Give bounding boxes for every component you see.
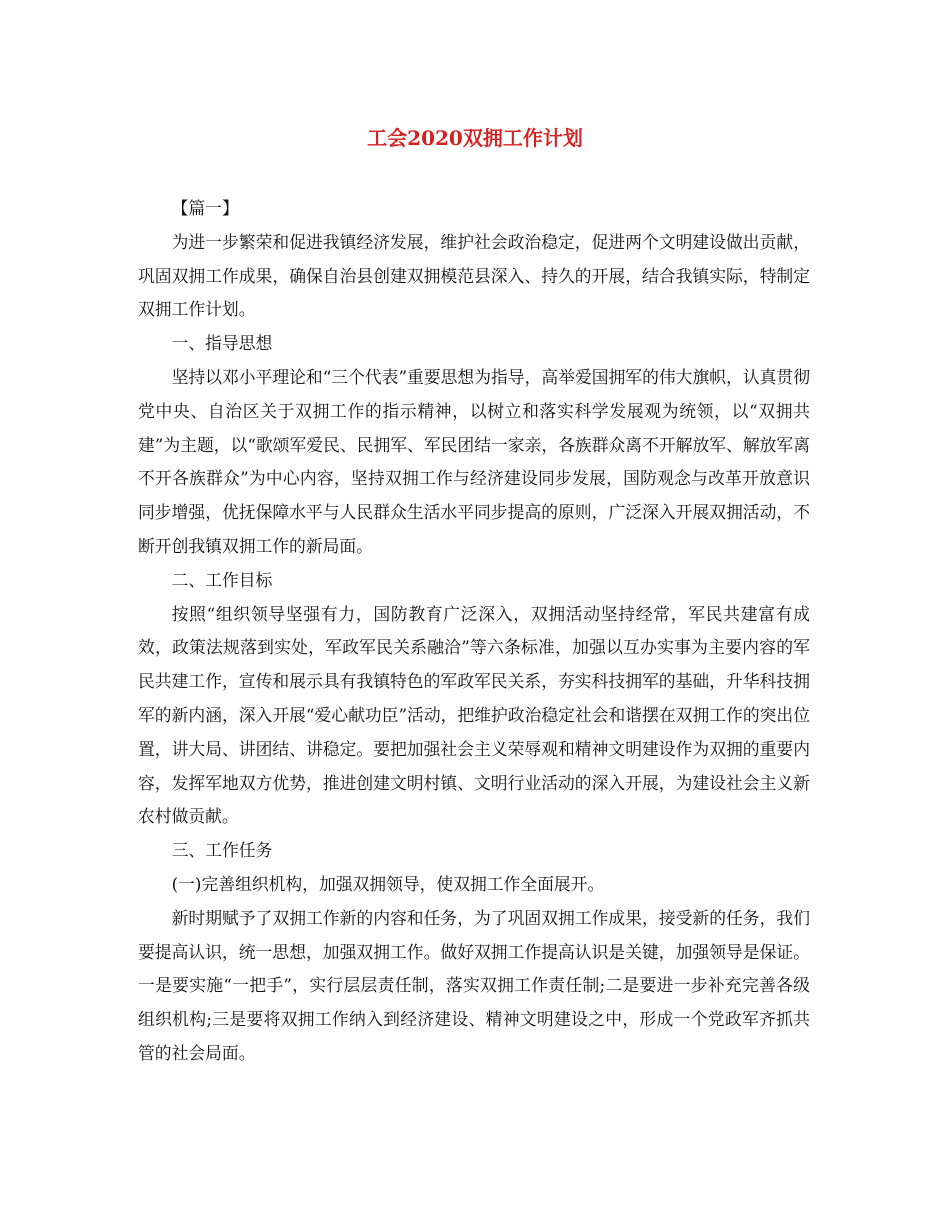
section-label: 【篇一】	[171, 198, 239, 218]
document-body	[138, 192, 810, 1071]
paragraph-work-goals: 按照“组织领导坚强有力，国防教育广泛深入，双拥活动坚持经常，军民共建富有成效，政策法规落到实处，军政军民关系融洽”等六条标准，加强以互办实事为主要内容的军民共建工作，宣传和展示具有我镇特色的军政军民关系，夯实科技拥军的基础，升华科技拥军的新内涵，深入开展“爱心献功臣”活动，把维护政治稳定社会和谐摆在双拥工作的突出位置，讲大局、讲团结、讲稳定。要把加强社会主义荣辱观和精神文明建设作为双拥的重要内容，发挥军地双方优势，推进创建文明村镇、文明行业活动的深入开展，为建设社会主义新农村做贡献。	[138, 603, 810, 827]
intro-paragraph: 为进一步繁荣和促进我镇经济发展，维护社会政治稳定，促进两个文明建设做出贡献，巩固双拥工作成果，确保自治县创建双拥模范县深入、持久的开展，结合我镇实际，特制定双拥工作计划。	[138, 231, 810, 320]
heading-work-tasks: 三、工作任务	[171, 840, 273, 861]
heading-guiding-ideology: 一、指导思想	[171, 333, 273, 354]
document-title: 工会2020双拥工作计划	[367, 126, 583, 150]
paragraph-guiding-ideology: 坚持以邓小平理论和“三个代表”重要思想为指导，高举爱国拥军的伟大旗帜，认真贯彻党中央、自治区关于双拥工作的指示精神，以树立和落实科学发展观为统领，以“双拥共建”为主题，以“歌颂军爱民、民拥军、军民团结一家亲，各族群众离不开解放军、解放军离不开各族群众”为中心内容，坚持双拥工作与经济建设同步发展，国防观念与改革开放意识同步增强，优抚保障水平与人民群众生活水平同步提高的原则，广泛深入开展双拥活动，不断开创我镇双拥工作的新局面。	[138, 366, 810, 556]
paragraph-task-one: 新时期赋予了双拥工作新的内容和任务，为了巩固双拥工作成果，接受新的任务，我们要提高认识，统一思想，加强双拥工作。做好双拥工作提高认识是关键，加强领导是保证。一是要实施“一把手”，实行层层责任制，落实双拥工作责任制;二是要进一步补充完善各级组织机构;三是要将双拥工作纳入到经济建设、精神文明建设之中，形成一个党政军齐抓共管的社会局面。	[138, 907, 810, 1063]
heading-work-goals: 二、工作目标	[171, 569, 273, 590]
subheading-task-one: (一)完善组织机构，加强双拥领导，使双拥工作全面展开。	[171, 873, 605, 894]
